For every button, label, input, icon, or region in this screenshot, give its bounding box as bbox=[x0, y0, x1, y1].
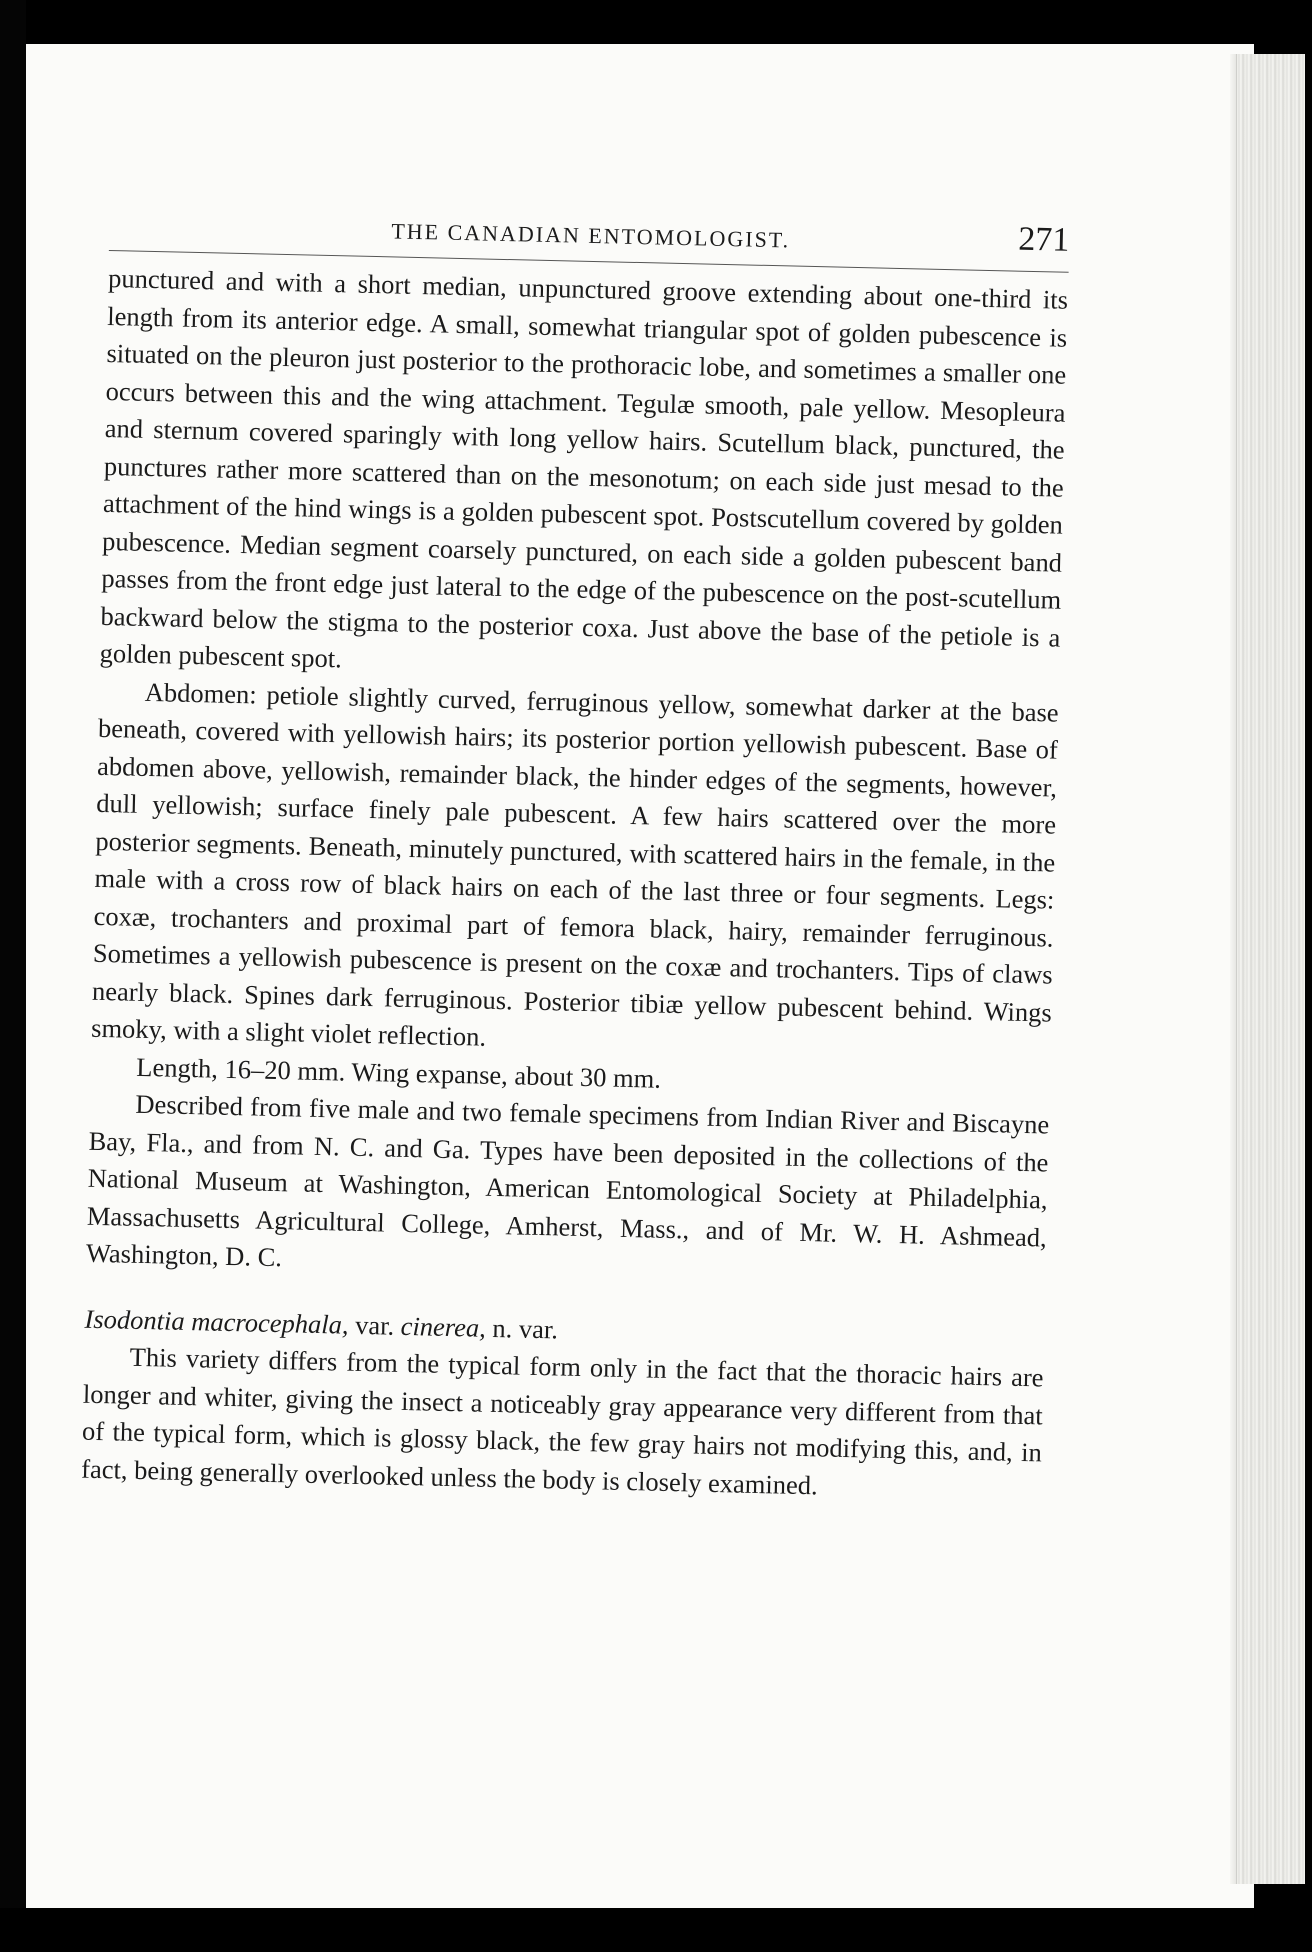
paragraph-thorax: punctured and with a short median, unpunctured groove extending about one-third its length from its anterior edge. A small, somewhat triangular spot of golden pubescence is situated on the pleuron just posterior to the prothoracic lobe, and sometimes a smaller one occurs between this and the wing attachment. Tegulæ smooth, pale yellow. Mesopleura and sternum covered sparingly with long yellow hairs. Scutellum black, punctured, the punctures rather more scattered than on the mesonotum; on each side just mesad to the attachment of the hind wings is a golden pubescent spot. Postscutellum covered by golden pubescence. Median segment coarsely punctured, on each side a golden pubescent band passes from the front edge just lateral to the edge of the pubescence on the post-scutellum backward below the stigma to the posterior coxa. Just above the base of the petiole is a golden pubescent spot. bbox=[99, 262, 1069, 674]
species-name: Isodontia macrocephala, bbox=[84, 1303, 349, 1340]
scan-top-border bbox=[0, 0, 1312, 48]
scan-left-border bbox=[0, 0, 26, 1952]
paragraph-described: Described from five male and two female specimens from Indian River and Biscayne Bay, Fla., and from N. C. and Ga. Types have been deposited in the collections of the National Museum at Washington, American Entomological Society at Philadelphia, Massachusetts Agricultural College, Amherst, Mass., and of Mr. W. H. Ashmead, Washington, D. C. bbox=[85, 1088, 1050, 1273]
page-stack-edge bbox=[1236, 54, 1305, 1884]
paragraph-variety: This variety differs from the typical form only in the fact that the thoracic hairs are longer and whiter, giving the insect a noticeably gray appearance very different from that of the typical form, which is glossy black, the few gray hairs not modifying this, and, in fact, being generally overlooked unless the body is closely examined. bbox=[80, 1341, 1044, 1500]
page-number: 271 bbox=[1017, 220, 1070, 259]
new-variety-note: n. var. bbox=[492, 1312, 559, 1344]
paragraph-abdomen: Abdomen: petiole slightly curved, ferruginous yellow, somewhat darker at the base beneath, covered with yellowish hairs; its posterior portion yellowish pubescent. Base of abdomen above, yellowish, remainder black, the hinder edges of the segments, however, dull yellowish; surface finely pale pubescent. A few hairs scattered over the more posterior segments. Beneath, minutely punctured, with scattered hairs in the female, in the male with a cross row of black hairs on each of the last three or four segments. Legs: coxæ, trochanters and proximal part of femora black, hairy, remainder ferruginous. Sometimes a yellowish pubescence is present on the coxæ and trochanters. Tips of claws nearly black. Spines dark ferruginous. Posterior tibiæ yellow pubescent behind. Wings smoky, with a slight violet reflection. bbox=[90, 676, 1059, 1052]
running-title: THE CANADIAN ENTOMOLOGIST. bbox=[391, 218, 791, 253]
variety-label: var. bbox=[354, 1309, 395, 1341]
body-text bbox=[86, 260, 1069, 1294]
scan-bottom-border bbox=[0, 1908, 1312, 1952]
page-content bbox=[81, 200, 1070, 1509]
variety-name: cinerea, bbox=[400, 1310, 487, 1343]
variety-description bbox=[81, 1338, 1044, 1510]
paragraph-length: Length, 16–20 mm. Wing expanse, about 30 mm. bbox=[136, 1051, 662, 1094]
